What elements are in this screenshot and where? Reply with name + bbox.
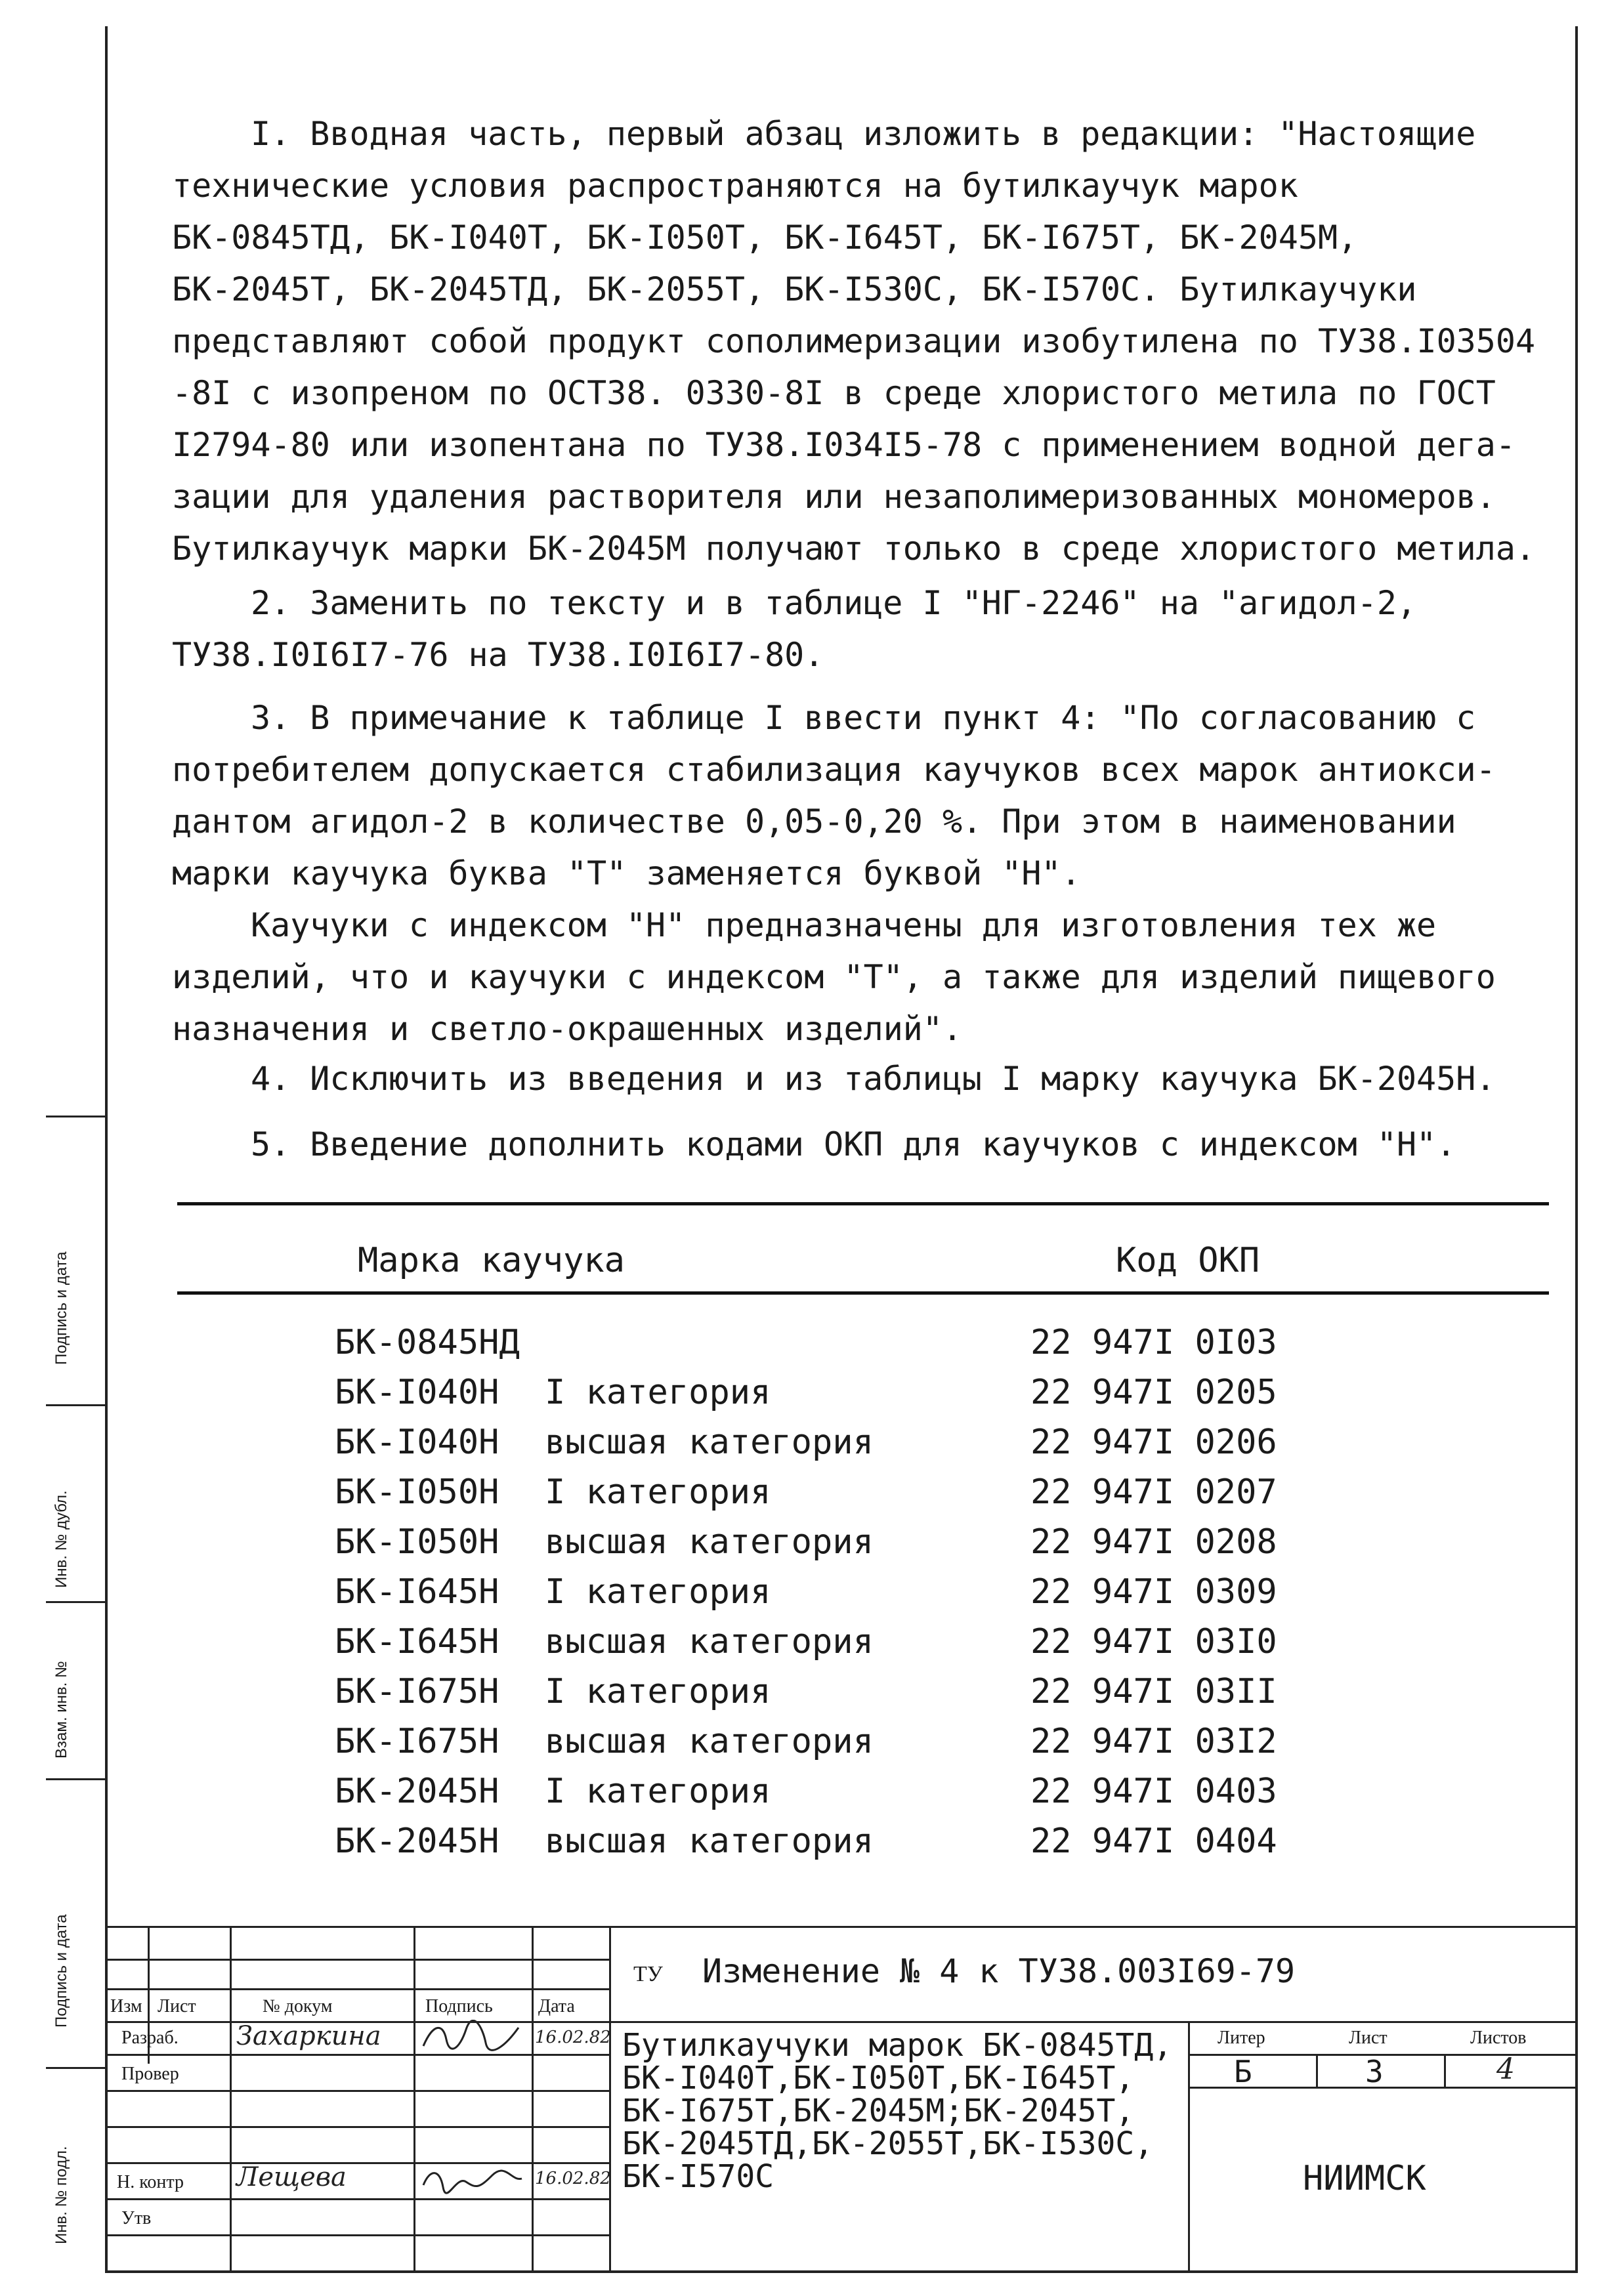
tb-col <box>1316 2054 1318 2087</box>
tb-developer-date: 16.02.82 <box>535 2028 611 2047</box>
cell-grade: БК-I645Н <box>335 1572 499 1612</box>
frame-bottom-border <box>105 2270 1578 2273</box>
text-line: Каучуки с индексом "Н" предназначены для изготовления тех же <box>251 906 1437 944</box>
tb-control-date: 16.02.82 <box>535 2169 611 2188</box>
tb-product-line: БК-2045ТД,БК-2055Т,БК-I530С, <box>622 2125 1154 2162</box>
signature-developer <box>420 2020 525 2053</box>
text-line: ТУ38.I0I6I7-76 на ТУ38.I0I6I7-80. <box>172 636 824 674</box>
text-line: I2794-80 или изопентана по ТУ38.I034I5-78 с применением водной дега- <box>172 426 1515 464</box>
tb-header-izm: Изм <box>110 1996 142 2016</box>
tb-control-name: Лещева <box>236 2162 347 2192</box>
cell-category: I категория <box>545 1472 771 1512</box>
cell-category: I категория <box>545 1373 771 1412</box>
tb-col <box>413 1926 415 2270</box>
tb-product-line: БК-I570С <box>622 2158 774 2195</box>
text-line: I. Вводная часть, первый абзац изложить в редакции: "Настоящие <box>251 115 1476 153</box>
tb-sheet-value: 3 <box>1365 2054 1384 2089</box>
table-top-rule <box>177 1202 1549 1205</box>
tb-col <box>609 1926 611 2270</box>
tb-sheets-label: Листов <box>1470 2028 1527 2048</box>
side-label-inv-podl: Инв. № подл. <box>53 2146 70 2244</box>
text-line: 5. Введение дополнить кодами ОКП для каучуков с индексом "Н". <box>251 1125 1456 1163</box>
side-label-vzam-inv: Взам. инв. № <box>53 1661 70 1759</box>
side-label-signature-date-2: Подпись и дата <box>53 1914 70 2028</box>
cell-category: высшая категория <box>545 1522 874 1562</box>
signature-control <box>420 2162 525 2195</box>
cell-code: 22 947I 0206 <box>1030 1423 1277 1462</box>
tb-product-line: Бутилкаучуки марок БК-0845ТД, <box>622 2027 1173 2064</box>
tb-col <box>1444 2054 1446 2087</box>
tb-liter-value: Б <box>1234 2054 1252 2089</box>
tb-header-date: Дата <box>538 1996 575 2016</box>
signature-icon <box>420 2162 525 2202</box>
tb-col <box>230 1926 232 2270</box>
signature-icon <box>420 2020 525 2058</box>
cell-code: 22 947I 0207 <box>1030 1472 1277 1512</box>
tb-product-line: БК-I675Т,БК-2045М;БК-2045Т, <box>622 2093 1135 2129</box>
paragraph-1 <box>172 108 1557 575</box>
tb-liter-label: Литер <box>1218 2028 1265 2048</box>
cell-grade: БК-I675Н <box>335 1722 499 1761</box>
text-line: назначения и светло-окрашенных изделий". <box>172 1010 963 1048</box>
tb-role-approved: Утв <box>121 2208 152 2228</box>
cell-category: высшая категория <box>545 1722 874 1761</box>
cell-grade: БК-0845НД <box>335 1323 520 1362</box>
text-line: изделий, что и каучуки с индексом "Т", а также для изделий пищевого <box>172 958 1496 996</box>
tb-rule <box>105 2054 610 2056</box>
cell-grade: БК-I675Н <box>335 1672 499 1711</box>
cell-grade: БК-I050Н <box>335 1472 499 1512</box>
paragraph-2 <box>172 577 1557 681</box>
tb-col <box>1188 2021 1190 2270</box>
tb-col <box>532 1926 534 2270</box>
cell-grade: БК-2045Н <box>335 1772 499 1811</box>
cell-category: высшая категория <box>545 1423 874 1462</box>
table-header-rule <box>177 1291 1549 1295</box>
side-label-signature-date-1: Подпись и дата <box>53 1251 70 1365</box>
tb-rule <box>105 2126 610 2128</box>
table-header-code: Код ОКП <box>1116 1241 1260 1280</box>
cell-code: 22 947I 03II <box>1030 1672 1277 1711</box>
text-line: представляют собой продукт сополимеризации изобутилена по ТУ38.I03504 <box>172 322 1536 360</box>
cell-grade: БК-I040Н <box>335 1423 499 1462</box>
text-line: дантом агидол-2 в количестве 0,05-0,20 %. При этом в наименовании <box>172 803 1456 841</box>
cell-code: 22 947I 03I0 <box>1030 1622 1277 1661</box>
text-line: Бутилкаучук марки БК-2045М получают только в среде хлористого метила. <box>172 530 1536 568</box>
text-line: марки каучука буква "Т" заменяется буквой "Н". <box>172 854 1081 892</box>
cell-grade: БК-I040Н <box>335 1373 499 1412</box>
paragraph-5 <box>172 1119 1557 1171</box>
text-line: зации для удаления растворителя или незаполимеризованных мономеров. <box>172 478 1496 516</box>
tb-header-list: Лист <box>158 1996 196 2016</box>
tb-rule <box>105 2234 610 2236</box>
tb-role-norm-control: Н. контр <box>117 2172 184 2192</box>
tb-rule <box>105 2090 610 2092</box>
tb-change-title: Изменение № 4 к ТУ38.003I69-79 <box>702 1952 1296 1990</box>
text-line: 4. Исключить из введения и из таблицы I марку каучука БК-2045Н. <box>251 1060 1496 1098</box>
cell-category: I категория <box>545 1572 771 1612</box>
paragraph-4 <box>172 1053 1557 1105</box>
tb-prefix: ТУ <box>633 1962 663 1986</box>
cell-grade: БК-2045Н <box>335 1822 499 1861</box>
cell-code: 22 947I 0403 <box>1030 1772 1277 1811</box>
paragraph-3 <box>172 692 1557 1055</box>
tb-role-checker: Провер <box>121 2064 179 2084</box>
cell-category: I категория <box>545 1672 771 1711</box>
text-line: БК-0845ТД, БК-I040Т, БК-I050Т, БК-I645Т, БК-I675Т, БК-2045М, <box>172 219 1358 257</box>
tb-header-signature: Подпись <box>425 1996 493 2016</box>
cell-category: высшая категория <box>545 1822 874 1861</box>
cell-category: высшая категория <box>545 1622 874 1661</box>
tb-rule-top <box>105 1926 1578 1928</box>
text-line: технические условия распространяются на бутилкаучук марок <box>172 167 1298 205</box>
tb-sheets-value: 4 <box>1496 2053 1515 2086</box>
cell-code: 22 947I 0205 <box>1030 1373 1277 1412</box>
tb-rule <box>105 2198 610 2200</box>
tb-product-block <box>622 2029 1172 2193</box>
tb-rule <box>105 2162 610 2164</box>
cell-grade: БК-I645Н <box>335 1622 499 1661</box>
cell-category: I категория <box>545 1772 771 1811</box>
cell-code: 22 947I 0309 <box>1030 1572 1277 1612</box>
tb-role-developer: Разраб. <box>121 2028 179 2048</box>
text-line: БК-2045Т, БК-2045ТД, БК-2055Т, БК-I530С, БК-I570С. Бутилкаучуки <box>172 270 1417 308</box>
tb-rule <box>105 1959 610 1961</box>
table-header-grade: Марка каучука <box>358 1241 625 1280</box>
tb-sheet-label: Лист <box>1349 2028 1388 2048</box>
side-label-inv-dubl: Инв. № дубл. <box>53 1490 70 1588</box>
cell-code: 22 947I 03I2 <box>1030 1722 1277 1761</box>
tb-organization: НИИМСК <box>1303 2159 1426 2198</box>
text-line: -8I с изопреном по ОСТ38. 0330-8I в среде хлористого метила по ГОСТ <box>172 374 1496 412</box>
frame-right-border <box>1575 26 1578 2270</box>
cell-code: 22 947I 0208 <box>1030 1522 1277 1562</box>
tb-rule <box>105 1988 610 1990</box>
tb-developer-name: Захаркина <box>236 2021 381 2051</box>
tb-header-doc: № докум <box>263 1996 333 2016</box>
cell-code: 22 947I 0404 <box>1030 1822 1277 1861</box>
text-line: потребителем допускается стабилизация каучуков всех марок антиокси- <box>172 751 1496 789</box>
tb-product-line: БК-I040Т,БК-I050Т,БК-I645Т, <box>622 2060 1135 2097</box>
text-line: 3. В примечание к таблице I ввести пункт 4: "По согласованию с <box>251 699 1476 737</box>
cell-code: 22 947I 0I03 <box>1030 1323 1277 1362</box>
text-line: 2. Заменить по тексту и в таблице I "НГ-2246" на "агидол-2, <box>251 584 1417 622</box>
cell-grade: БК-I050Н <box>335 1522 499 1562</box>
